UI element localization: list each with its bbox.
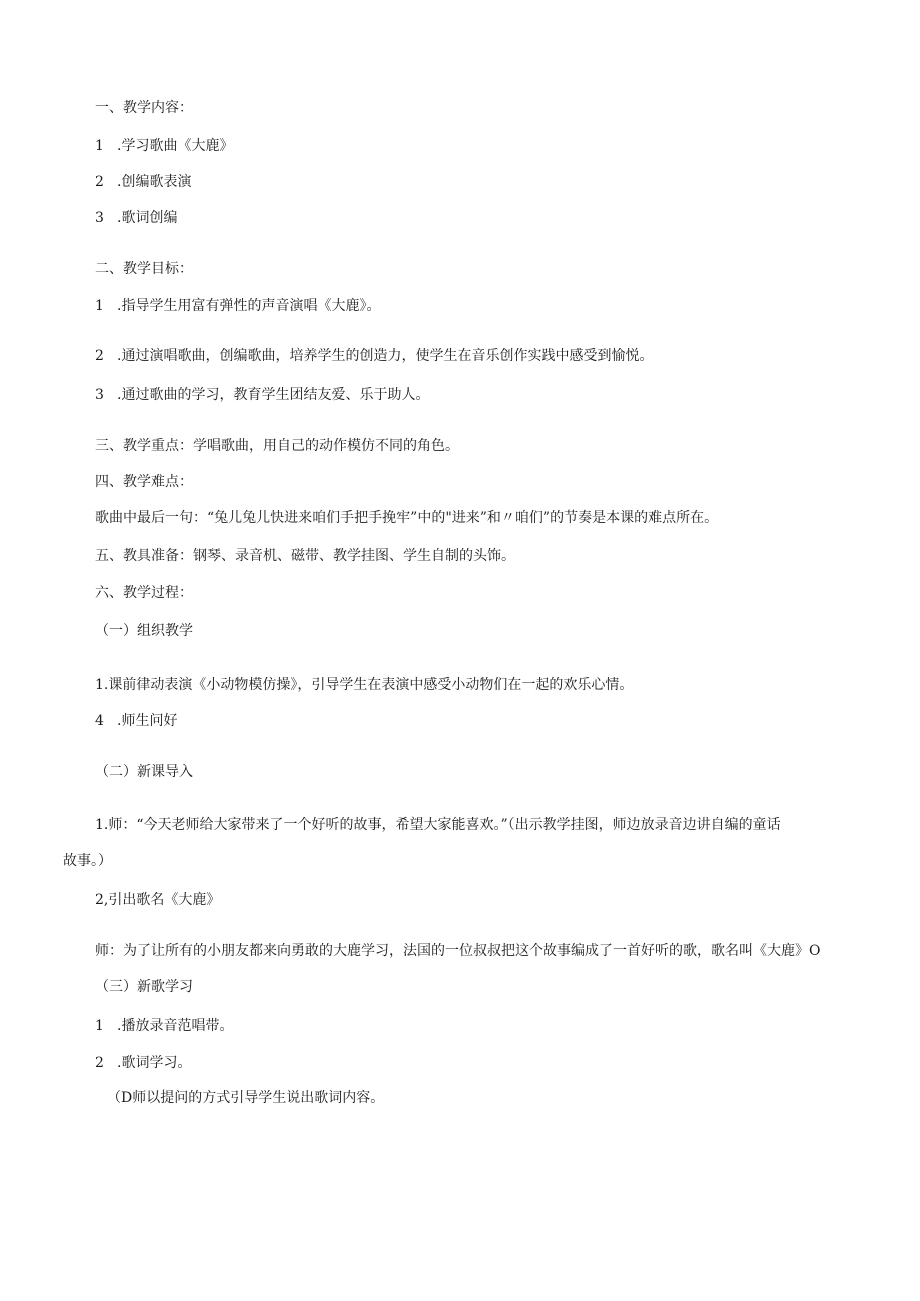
list-number: 2 [95,348,104,364]
paragraph-teacher-story-cont: 故事。） [63,853,112,869]
list-item [95,297,380,315]
section-heading-key-points: 三、教学重点：学唱歌曲，用自己的动作模仿不同的角色。 [95,438,459,454]
subheading-new-song: （三）新歌学习 [95,979,193,995]
list-text: .歌词创编 [117,210,178,226]
list-number: 3 [95,210,104,226]
list-text: .播放录音范唱带。 [117,1018,234,1034]
list-number: 2 [95,1055,104,1071]
list-item [95,1017,233,1035]
list-text: .学习歌曲《大鹿》 [117,138,234,154]
paragraph-teacher-speech: 师：为了让所有的小朋友都来向勇敢的大鹿学习，法国的一位叔叔把这个故事编成了一首好听的歌，歌名叫《大鹿》O [95,943,821,959]
list-item [95,386,429,404]
subheading-introduction: （二）新课导入 [95,764,193,780]
subheading-organize: （一）组织教学 [95,623,193,639]
list-text: .通过演唱歌曲，创编歌曲，培养学生的创造力，使学生在音乐创作实践中感受到愉悦。 [117,348,654,364]
paragraph-lyrics-question: （D师以提问的方式引导学生说出歌词内容。 [107,1090,385,1106]
list-number: 4 [95,713,104,729]
list-item [95,209,177,227]
list-number: 2 [95,174,104,190]
section-heading-materials: 五、教具准备：钢琴、录音机、磁带、教学挂图、学生自制的头饰。 [95,548,515,564]
list-text: .歌词学习。 [117,1055,192,1071]
list-number: 1 [95,1018,104,1034]
list-number: 1 [95,138,104,154]
list-item [95,712,177,730]
list-text: .师生问好 [117,713,178,729]
list-item [95,137,233,155]
list-item [95,1054,191,1072]
list-text: .指导学生用富有弹性的声音演唱《大鹿》。 [117,298,381,314]
section-heading-difficulties: 四、教学难点： [95,474,193,490]
section-heading-process: 六、教学过程： [95,585,193,601]
section-heading-content: 一、教学内容： [95,100,193,116]
list-item [95,347,653,365]
paragraph-teacher-story: 1.师：“今天老师给大家带来了一个好听的故事，希望大家能喜欢。”（出示教学挂图，师边放录音边讲自编的童话 [95,817,781,833]
list-number: 3 [95,387,104,403]
section-heading-goals: 二、教学目标： [95,261,193,277]
paragraph-warmup: 1.课前律动表演《小动物模仿操》，引导学生在表演中感受小动物们在一起的欢乐心情。 [95,677,634,693]
paragraph-song-title: 2,引出歌名《大鹿》 [95,892,221,908]
list-text: .通过歌曲的学习，教育学生团结友爱、乐于助人。 [117,387,430,403]
list-text: .创编歌表演 [117,174,192,190]
paragraph-difficulties: 歌曲中最后一句：“兔儿兔儿快进来咱们手把手挽牢”中的"进来”和〃咱们”的节奏是本课的难点所在。 [95,510,719,526]
list-number: 1 [95,298,104,314]
list-item [95,173,191,191]
